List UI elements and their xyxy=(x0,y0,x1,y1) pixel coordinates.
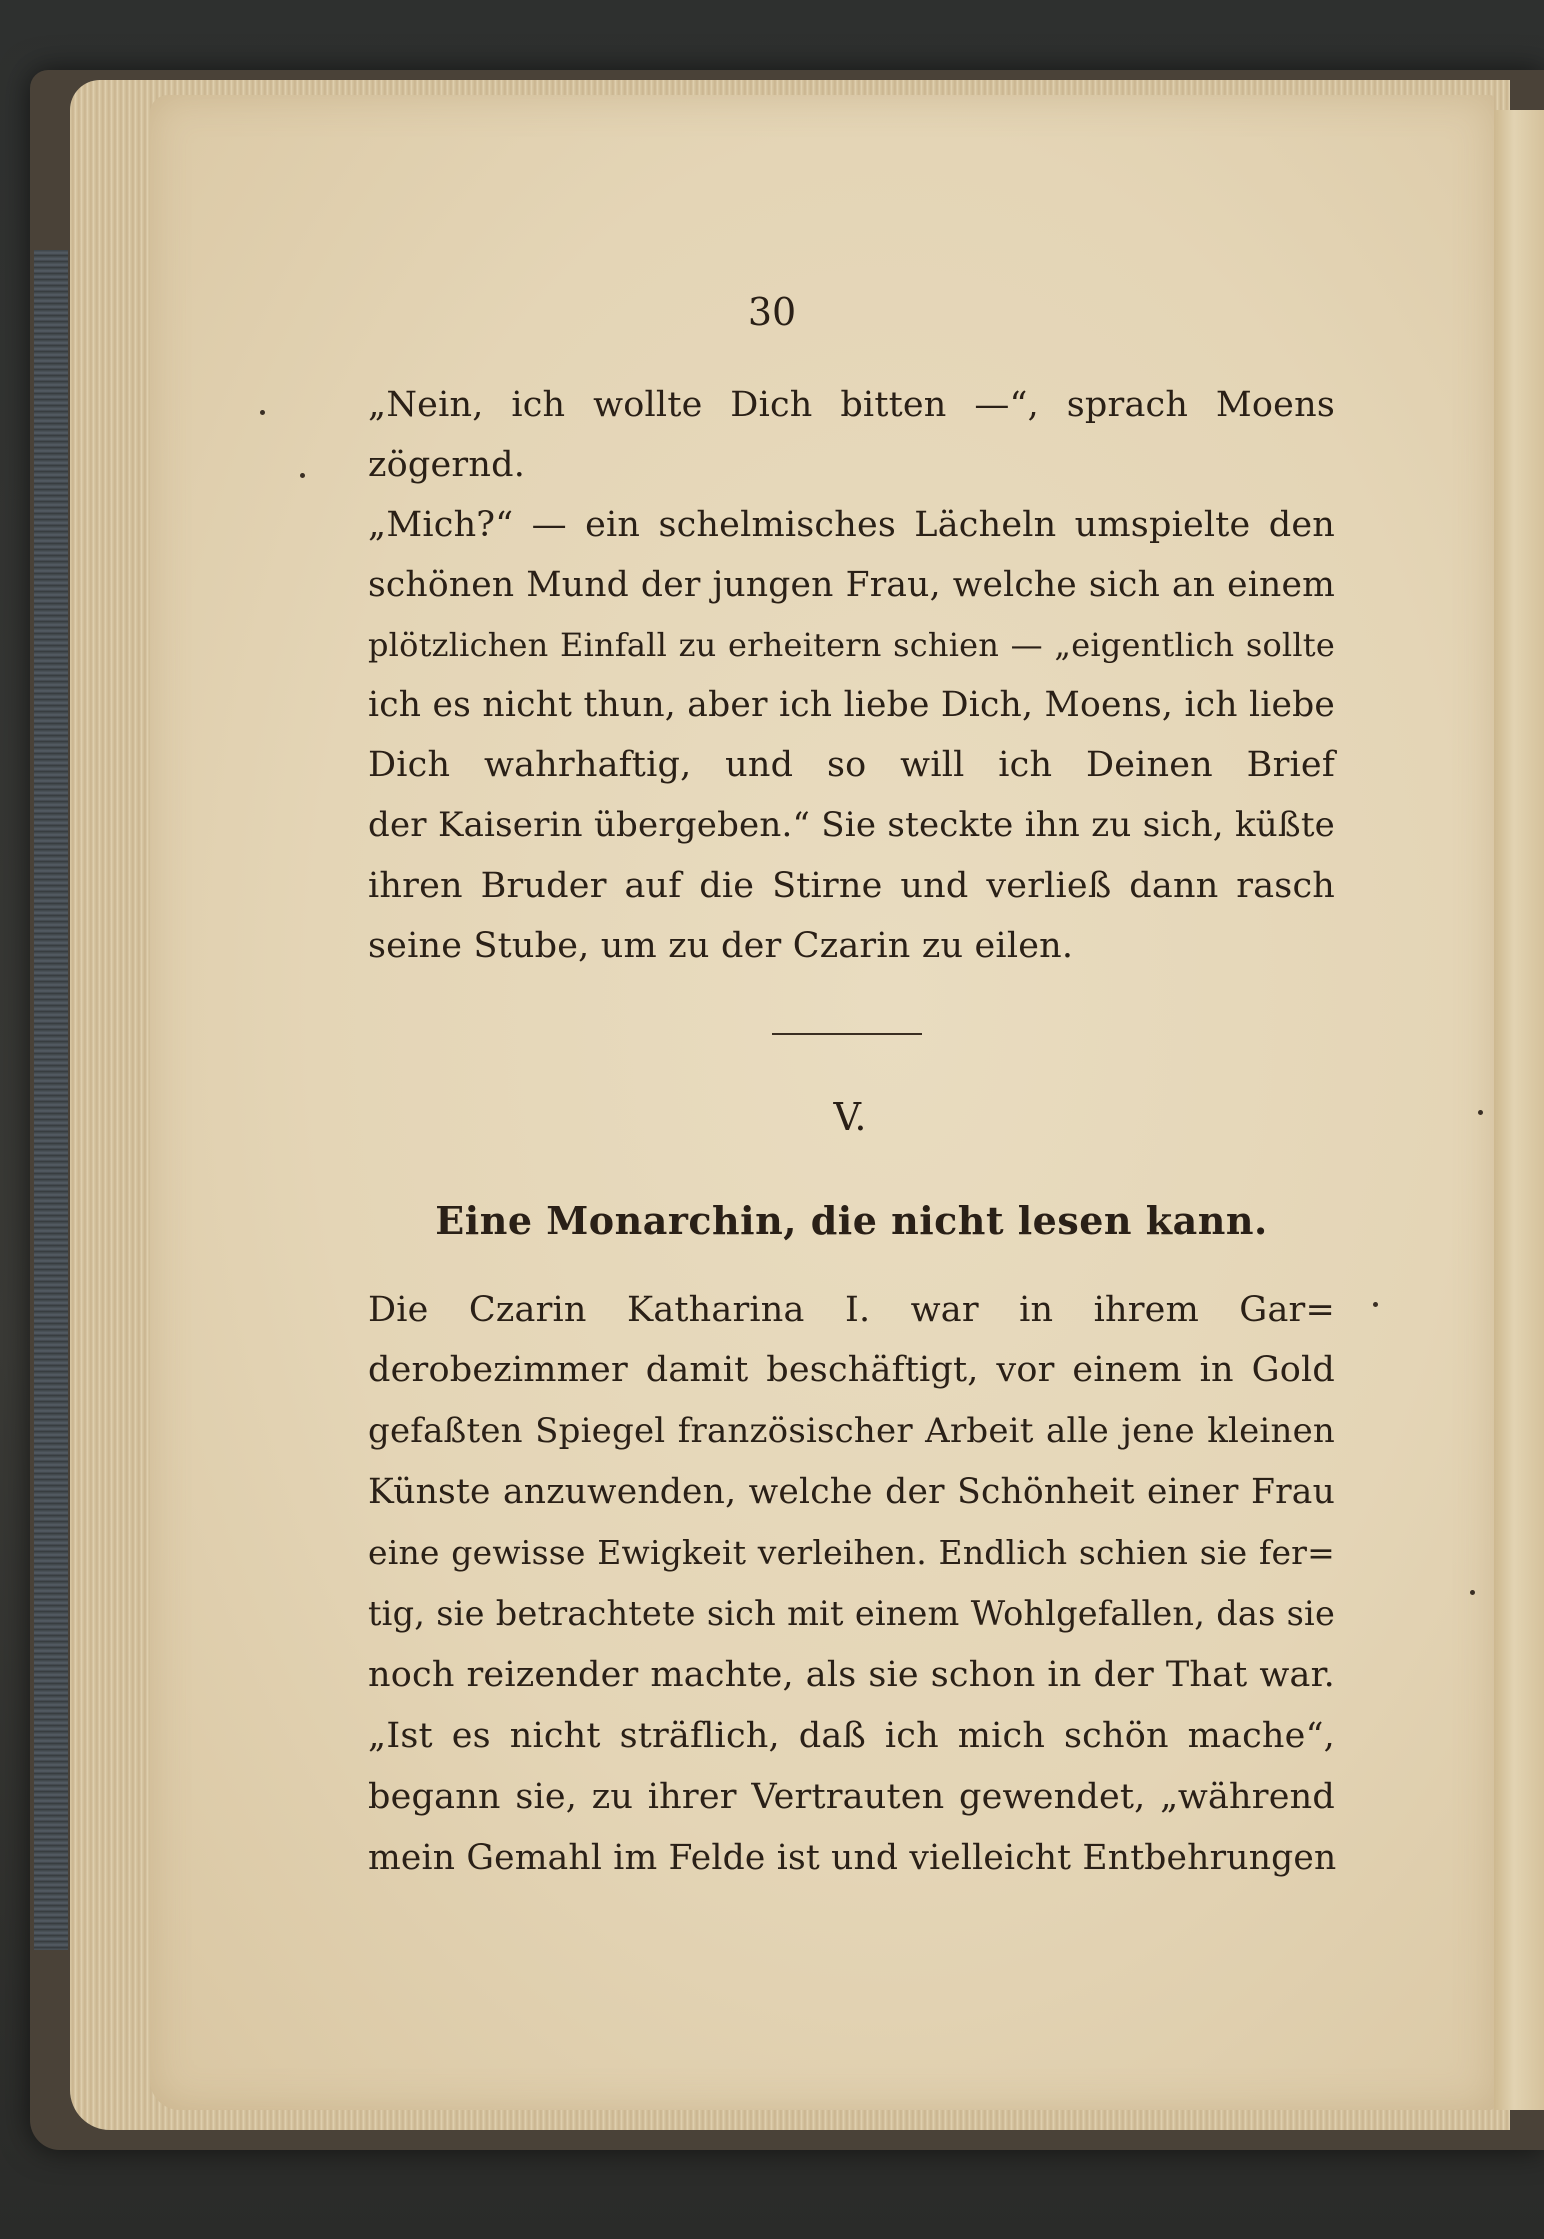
text-line: Die Czarin Katharina I. war in ihrem Gar= xyxy=(368,1290,1335,1330)
text-line: plötzlichen Einfall zu erheitern schien — „eigentlich sollte xyxy=(368,626,1335,664)
paper-speck xyxy=(1373,1302,1378,1307)
chapter-title: Eine Monarchin, die nicht lesen kann. xyxy=(435,1198,1268,1243)
chapter-number: V. xyxy=(833,1095,867,1139)
text-line: mein Gemahl im Felde ist und vielleicht Entbehrungen xyxy=(368,1838,1337,1878)
text-line: Dich wahrhaftig, und so will ich Deinen Brief xyxy=(368,745,1335,785)
paper-speck xyxy=(1470,1590,1475,1595)
text-line: „Mich?“ — ein schelmisches Lächeln umspielte den xyxy=(368,505,1335,545)
text-line: tig, sie betrachtete sich mit einem Wohlgefallen, das sie xyxy=(368,1594,1335,1633)
text-line: ihren Bruder auf die Stirne und verließ dann rasch xyxy=(368,866,1335,906)
text-line: Künste anzuwenden, welche der Schönheit einer Frau xyxy=(368,1472,1335,1512)
text-line: ich es nicht thun, aber ich liebe Dich, Moens, ich liebe xyxy=(368,685,1335,725)
paper-speck xyxy=(260,410,265,415)
text-line: begann sie, zu ihrer Vertrauten gewendet, „während xyxy=(368,1777,1335,1817)
text-line: derobezimmer damit beschäftigt, vor einem in Gold xyxy=(368,1350,1335,1390)
text-line: „Ist es nicht sträflich, daß ich mich schön mache“, xyxy=(368,1716,1335,1756)
text-line: „Nein, ich wollte Dich bitten —“, sprach Moens xyxy=(368,385,1335,425)
paper-speck xyxy=(300,473,305,478)
text-line: noch reizender machte, als sie schon in der That war. xyxy=(368,1655,1335,1695)
text-line: der Kaiserin übergeben.“ Sie steckte ihn zu sich, küßte xyxy=(368,805,1335,845)
text-line: seine Stube, um zu der Czarin zu eilen. xyxy=(368,926,1074,966)
text-line: gefaßten Spiegel französischer Arbeit alle jene kleinen xyxy=(368,1411,1335,1451)
page-number: 30 xyxy=(747,290,797,334)
text-line: eine gewisse Ewigkeit verleihen. Endlich schien sie fer= xyxy=(368,1533,1335,1572)
text-line: schönen Mund der jungen Frau, welche sich an einem xyxy=(368,565,1335,605)
section-divider xyxy=(772,1033,922,1035)
text-line: zögernd. xyxy=(368,445,526,485)
